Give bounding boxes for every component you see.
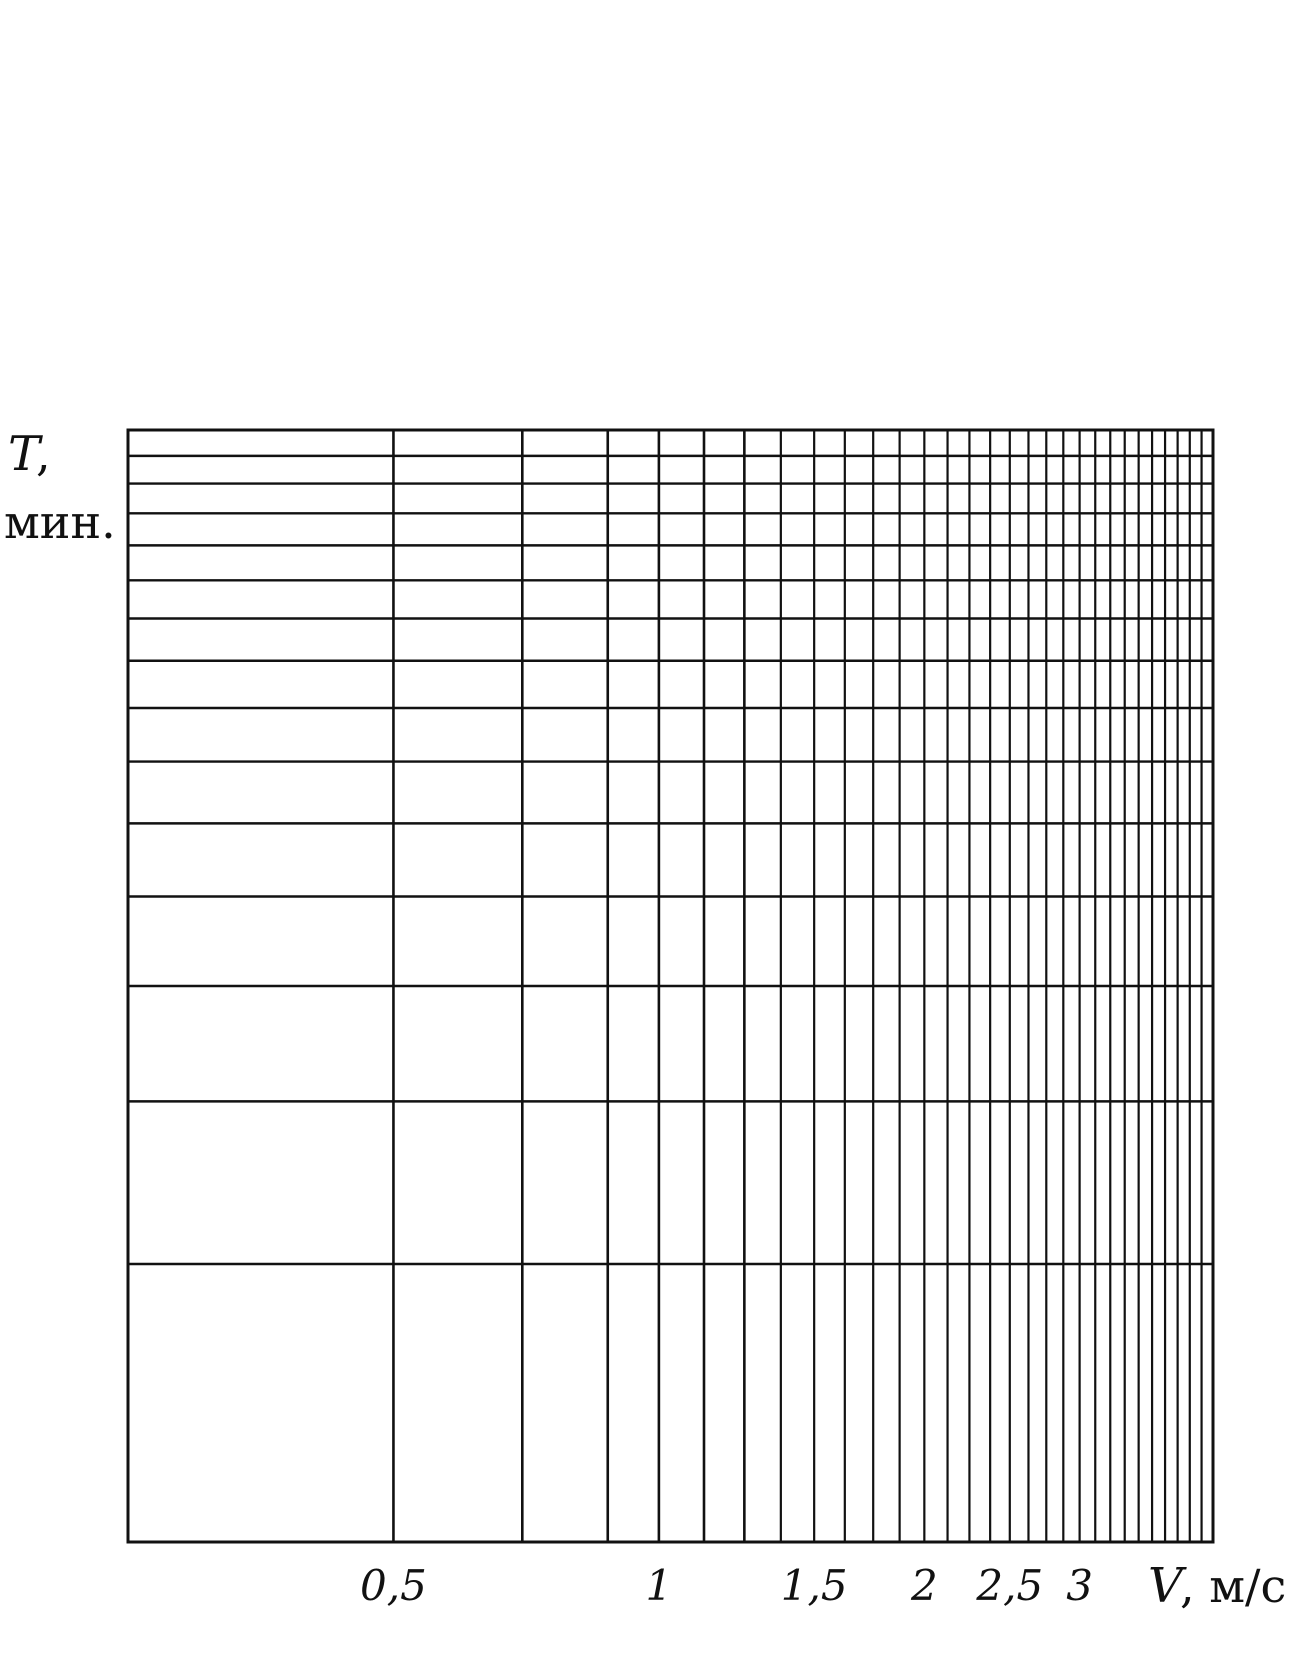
x-tick-label: 0,5 bbox=[360, 1561, 427, 1610]
y-axis-label-symbol: T bbox=[8, 426, 41, 482]
x-tick-label: 3 bbox=[1066, 1561, 1093, 1610]
y-axis-label-unit: мин. bbox=[4, 495, 116, 549]
x-axis-label-unit: , м/с bbox=[1180, 1559, 1287, 1613]
x-tick-label: 2 bbox=[910, 1561, 938, 1610]
x-tick-label: 2,5 bbox=[976, 1561, 1044, 1610]
x-axis-label-symbol: V bbox=[1148, 1558, 1183, 1614]
horizontal-grid-lines bbox=[128, 456, 1213, 1264]
y-axis-label-comma: , bbox=[36, 427, 51, 481]
x-tick-labels bbox=[360, 1561, 1093, 1610]
x-tick-label: 1,5 bbox=[780, 1561, 848, 1610]
x-tick-label: 1 bbox=[645, 1561, 673, 1610]
